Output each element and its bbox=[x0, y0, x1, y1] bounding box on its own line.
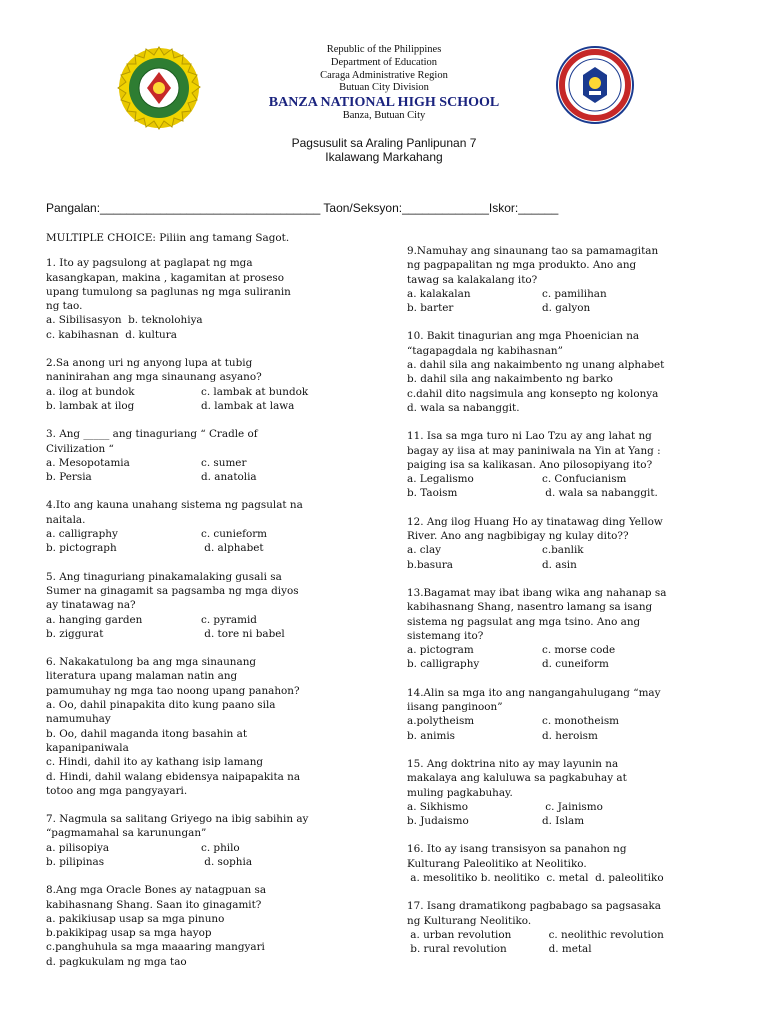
question-7 bbox=[46, 812, 376, 869]
option-row bbox=[407, 800, 752, 814]
option: c. kabihasnan d. kultura bbox=[46, 328, 177, 341]
option: b. animis bbox=[407, 729, 455, 742]
question-text-line: naninirahan ang mga sinaunang asyano? bbox=[46, 371, 262, 384]
option: a. clay bbox=[407, 544, 442, 557]
option-row bbox=[407, 942, 752, 956]
question-text-line: sistema ng pagsulat ang mga tsino. Ano ang bbox=[407, 615, 641, 628]
option-row bbox=[407, 729, 752, 743]
question-text-line: “pagmamahal sa karunungan” bbox=[46, 827, 207, 840]
option: c. cunieform bbox=[201, 528, 268, 541]
option: b. rural revolution bbox=[407, 943, 507, 956]
question-text-line: 7. Nagmula sa salitang Griyego na ibig sabihin ay bbox=[46, 813, 309, 826]
question-2 bbox=[46, 356, 376, 413]
option-row bbox=[407, 358, 752, 372]
option-row bbox=[407, 814, 752, 828]
option: a. Sikhismo bbox=[407, 800, 468, 813]
option-row bbox=[407, 372, 752, 386]
question-text-line: 6. Nakakatulong ba ang mga sinaunang bbox=[46, 656, 257, 669]
question-text-line: bagay ay iisa at may paniniwala na Yin at Yang : bbox=[407, 444, 661, 457]
question-text-line: ng Kulturang Neolitiko. bbox=[407, 914, 532, 927]
question-text-line: kasangkapan, makina , kagamitan at proseso bbox=[46, 271, 284, 284]
option: d. wala sa nabanggit. bbox=[542, 487, 658, 500]
header-division: Butuan City Division bbox=[339, 82, 429, 93]
option: b. Persia bbox=[46, 471, 92, 484]
question-text-line: kabihasnang Shang, nasentro lamang sa isang bbox=[407, 601, 653, 614]
option: c. morse code bbox=[542, 644, 616, 657]
option-row bbox=[46, 841, 376, 855]
option: b. barter bbox=[407, 302, 454, 315]
option: b. Judaismo bbox=[407, 815, 469, 828]
question-text-line: tawag sa kalakalang ito? bbox=[407, 273, 538, 286]
question-3 bbox=[46, 427, 376, 484]
option-row bbox=[46, 912, 376, 926]
question-1 bbox=[46, 256, 376, 342]
question-13 bbox=[407, 586, 752, 672]
question-text-line: naitala. bbox=[46, 513, 86, 526]
option: c.banlik bbox=[542, 544, 584, 557]
option: d. alphabet bbox=[201, 542, 264, 555]
option: a. Sibilisasyon b. teknolohiya bbox=[46, 314, 203, 327]
question-text-line: ng pagpapalitan ng mga produkto. Ano ang bbox=[407, 259, 637, 272]
question-text-line: River. Ano ang nagbibigay ng kulay dito?? bbox=[407, 530, 629, 543]
option: a. Mesopotamia bbox=[46, 456, 130, 469]
option: a. mesolitiko b. neolitiko c. metal d. paleolitiko bbox=[407, 871, 664, 884]
option-row bbox=[46, 741, 376, 755]
question-15 bbox=[407, 757, 752, 828]
school-address: Banza, Butuan City bbox=[342, 110, 426, 121]
exam-title: Pagsusulit sa Araling Panlipunan 7 bbox=[291, 136, 477, 150]
option: namumuhay bbox=[46, 713, 111, 726]
option-row bbox=[46, 456, 376, 470]
option: d. heroism bbox=[542, 729, 598, 742]
option-row bbox=[407, 472, 752, 486]
header-republic: Republic of the Philippines bbox=[326, 44, 442, 55]
option-row bbox=[46, 385, 376, 399]
option: a. hanging garden bbox=[46, 613, 143, 626]
option-row bbox=[407, 643, 752, 657]
question-9 bbox=[407, 244, 752, 315]
option-row bbox=[407, 387, 752, 401]
option-row bbox=[46, 855, 376, 869]
option: a. calligraphy bbox=[46, 528, 118, 541]
question-text-line: 16. Ito ay isang transisyon sa panahon ng bbox=[407, 843, 627, 856]
option: c. lambak at bundok bbox=[201, 385, 309, 398]
question-text-line: 2.Sa anong uri ng anyong lupa at tubig bbox=[46, 357, 253, 370]
question-text-line: iisang panginoon” bbox=[407, 701, 503, 714]
option-row bbox=[46, 926, 376, 940]
option-row bbox=[407, 871, 752, 885]
question-text-line: Sumer na ginagamit sa pagsamba ng mga diyos bbox=[46, 584, 299, 597]
option: d. pagkukulam ng mga tao bbox=[46, 955, 187, 968]
option: a.polytheism bbox=[407, 715, 475, 728]
option: c. philo bbox=[201, 841, 240, 854]
option: d. cuneiform bbox=[542, 658, 609, 671]
header-region: Caraga Administrative Region bbox=[320, 70, 448, 81]
option: b. lambak at ilog bbox=[46, 399, 135, 412]
option: d. wala sa nabanggit. bbox=[407, 401, 520, 414]
question-text-line: 3. Ang _____ ang tinaguriang “ Cradle of bbox=[46, 428, 258, 441]
option: b. calligraphy bbox=[407, 658, 480, 671]
option: a. pakikiusap usap sa mga pinuno bbox=[46, 912, 225, 925]
option: c. pamilihan bbox=[542, 287, 607, 300]
option-row bbox=[46, 313, 376, 327]
option-row bbox=[46, 955, 376, 969]
option: d. sophia bbox=[201, 855, 253, 868]
right-column bbox=[407, 244, 752, 970]
question-8 bbox=[46, 883, 376, 969]
option: a. Legalismo bbox=[407, 473, 474, 486]
option: b. Oo, dahil maganda itong basahin at bbox=[46, 727, 248, 740]
question-text-line: 11. Isa sa mga turo ni Lao Tzu ay ang lahat ng bbox=[407, 430, 652, 443]
option: a. kalakalan bbox=[407, 287, 471, 300]
question-text-line: literatura upang malaman natin ang bbox=[46, 670, 238, 683]
option-row bbox=[46, 470, 376, 484]
question-text-line: paiging isa sa kalikasan. Ano pilosopiyang ito? bbox=[407, 458, 653, 471]
option-row bbox=[46, 770, 376, 784]
option: d. metal bbox=[542, 943, 592, 956]
option-row bbox=[46, 712, 376, 726]
question-text-line: 4.Ito ang kauna unahang sistema ng pagsulat na bbox=[46, 499, 303, 512]
option: b. pilipinas bbox=[46, 855, 105, 868]
option: c. pyramid bbox=[201, 613, 257, 626]
question-text-line: 10. Bakit tinagurian ang mga Phoenician na bbox=[407, 330, 640, 343]
option: c. sumer bbox=[201, 456, 247, 469]
option: d. galyon bbox=[542, 302, 591, 315]
question-text-line: 15. Ang doktrina nito ay may layunin na bbox=[407, 757, 619, 770]
option: b. pictograph bbox=[46, 542, 117, 555]
question-11 bbox=[407, 429, 752, 500]
option-row bbox=[407, 543, 752, 557]
option: d. Islam bbox=[542, 815, 585, 828]
question-text-line: upang tumulong sa paglunas ng mga suliranin bbox=[46, 285, 291, 298]
option-row bbox=[46, 613, 376, 627]
option-row bbox=[407, 301, 752, 315]
question-6 bbox=[46, 655, 376, 798]
option-row bbox=[407, 558, 752, 572]
header-department: Department of Education bbox=[330, 57, 438, 68]
option-row bbox=[46, 527, 376, 541]
option-row bbox=[46, 541, 376, 555]
option: a. urban revolution bbox=[407, 928, 512, 941]
option: b.pakikipag usap sa mga hayop bbox=[46, 927, 212, 940]
instructions: MULTIPLE CHOICE: Piliin ang tamang Sagot. bbox=[46, 232, 290, 244]
option: c.dahil dito nagsimula ang konsepto ng kolonya bbox=[407, 387, 659, 400]
exam-quarter: Ikalawang Markahang bbox=[325, 150, 443, 164]
option: kapanipaniwala bbox=[46, 741, 129, 754]
question-text-line: 13.Bagamat may ibat ibang wika ang nahanap sa bbox=[407, 586, 667, 599]
option: b.basura bbox=[407, 558, 453, 571]
question-text-line: 9.Namuhay ang sinaunang tao sa pamamagitan bbox=[407, 245, 659, 257]
question-text-line: ng tao. bbox=[46, 300, 83, 313]
option-row bbox=[407, 486, 752, 500]
question-12 bbox=[407, 515, 752, 572]
option: d. Hindi, dahil walang ebidensya naipapakita na bbox=[46, 770, 301, 783]
question-text-line: 14.Alin sa mga ito ang nangangahulugang “may bbox=[407, 686, 661, 699]
question-text-line: 8.Ang mga Oracle Bones ay natagpuan sa bbox=[46, 884, 267, 897]
option-row bbox=[407, 928, 752, 942]
option-row bbox=[46, 627, 376, 641]
question-text-line: pamumuhay ng mga tao noong upang panahon? bbox=[46, 684, 300, 697]
question-text-line: Kulturang Paleolitiko at Neolitiko. bbox=[407, 857, 587, 870]
question-5 bbox=[46, 570, 376, 641]
option-row bbox=[46, 727, 376, 741]
option: b. ziggurat bbox=[46, 627, 104, 640]
option-row bbox=[407, 287, 752, 301]
option: b. Taoism bbox=[407, 487, 458, 500]
option: a. pictogram bbox=[407, 644, 474, 657]
question-text-line: Civilization “ bbox=[46, 442, 114, 455]
option: a. ilog at bundok bbox=[46, 385, 135, 398]
option-row bbox=[46, 399, 376, 413]
option-row bbox=[46, 784, 376, 798]
option-row bbox=[407, 401, 752, 415]
option: c. monotheism bbox=[542, 715, 620, 728]
option-row bbox=[46, 328, 376, 342]
option: a. pilisopiya bbox=[46, 841, 110, 854]
question-10 bbox=[407, 329, 752, 415]
option: c. Confucianism bbox=[542, 473, 627, 486]
question-text-line: kabihasnang Shang. Saan ito ginagamit? bbox=[46, 898, 262, 911]
school-name: BANZA NATIONAL HIGH SCHOOL bbox=[268, 95, 500, 110]
option-row bbox=[46, 755, 376, 769]
question-text-line: 12. Ang ilog Huang Ho ay tinatawag ding Yellow bbox=[407, 515, 663, 528]
question-text-line: makalaya ang kaluluwa sa pagkabuhay at bbox=[407, 772, 627, 785]
option: c. neolithic revolution bbox=[542, 928, 664, 941]
question-text-line: sistemang ito? bbox=[407, 629, 484, 642]
question-text-line: muling pagkabuhay. bbox=[407, 786, 513, 799]
option: b. dahil sila ang nakaimbento ng barko bbox=[407, 373, 613, 386]
option-row bbox=[407, 714, 752, 728]
question-17 bbox=[407, 899, 752, 956]
option: d. anatolia bbox=[201, 471, 257, 484]
option: totoo ang mga pangyayari. bbox=[46, 784, 188, 797]
question-text-line: “tagapagdala ng kabihasnan” bbox=[407, 344, 563, 357]
student-info-line: Pangalan:_________________________________ Taon/Seksyon:_____________Iskor:______ bbox=[46, 201, 559, 215]
option: c.panghuhula sa mga maaaring mangyari bbox=[46, 941, 265, 954]
option: d. tore ni babel bbox=[201, 627, 285, 640]
option: d. lambak at lawa bbox=[201, 399, 295, 412]
option-row bbox=[407, 657, 752, 671]
option: a. dahil sila ang nakaimbento ng unang alphabet bbox=[407, 359, 665, 372]
question-4 bbox=[46, 498, 376, 555]
option-row bbox=[46, 698, 376, 712]
question-text-line: 1. Ito ay pagsulong at paglapat ng mga bbox=[46, 257, 253, 270]
question-14 bbox=[407, 686, 752, 743]
question-text-line: 17. Isang dramatikong pagbabago sa pagsasaka bbox=[407, 900, 661, 913]
option: c. Hindi, dahil ito ay kathang isip lamang bbox=[46, 756, 264, 769]
option: c. Jainismo bbox=[542, 800, 603, 813]
left-column bbox=[46, 231, 376, 983]
question-text-line: ay tinatawag na? bbox=[46, 599, 136, 612]
question-16 bbox=[407, 842, 752, 885]
option: a. Oo, dahil pinapakita dito kung paano sila bbox=[46, 699, 276, 712]
option-row bbox=[46, 940, 376, 954]
option: d. asin bbox=[542, 558, 577, 571]
question-text-line: 5. Ang tinaguriang pinakamalaking gusali sa bbox=[46, 570, 282, 583]
